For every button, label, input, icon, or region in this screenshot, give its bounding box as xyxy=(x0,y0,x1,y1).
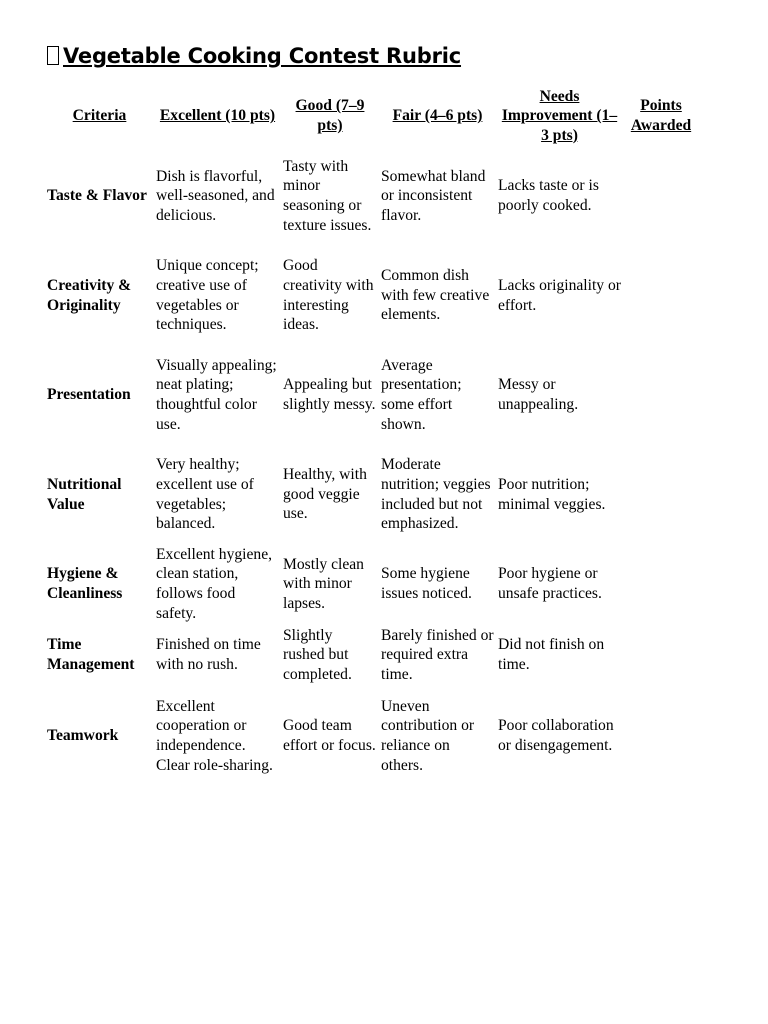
fair-cell: Some hygiene issues noticed. xyxy=(381,565,472,602)
excellent-cell: Very healthy; excellent use of vegetables; balanced. xyxy=(156,456,254,533)
header-good: Good (7–9 pts) xyxy=(295,97,365,134)
needs-improvement-cell: Poor collaboration or disengagement. xyxy=(498,717,614,754)
criteria-cell: Presentation xyxy=(47,386,131,404)
criteria-cell: Nutritional Value xyxy=(47,475,122,513)
points-awarded-cell xyxy=(623,345,699,445)
criteria-cell: Time Management xyxy=(47,636,135,673)
excellent-cell: Finished on time with no rush. xyxy=(156,636,261,673)
excellent-cell: Dish is flavorful, well-seasoned, and delicious. xyxy=(156,167,275,224)
criteria-cell: Teamwork xyxy=(47,727,119,745)
criteria-cell: Taste & Flavor xyxy=(47,187,147,205)
fair-cell: Common dish with few creative elements. xyxy=(381,267,490,324)
points-awarded-cell xyxy=(623,624,699,686)
good-cell: Healthy, with good veggie use. xyxy=(283,466,367,523)
good-cell: Appealing but slightly messy. xyxy=(283,376,376,413)
table-row xyxy=(45,686,699,786)
header-excellent: Excellent (10 pts) xyxy=(159,107,276,125)
table-row xyxy=(45,246,699,345)
page-title xyxy=(47,44,461,68)
table-row xyxy=(45,544,699,624)
fair-cell: Moderate nutrition; veggies included but not emphasized. xyxy=(381,456,491,533)
points-awarded-cell xyxy=(623,445,699,544)
needs-improvement-cell: Messy or unappealing. xyxy=(498,376,579,413)
points-awarded-cell xyxy=(623,544,699,624)
page-title-text: Vegetable Cooking Contest Rubric xyxy=(63,44,462,68)
good-cell: Tasty with minor seasoning or texture issues. xyxy=(283,157,372,234)
points-awarded-cell xyxy=(623,246,699,345)
rubric-table xyxy=(45,86,699,786)
excellent-cell: Unique concept; creative use of vegetables or techniques. xyxy=(156,257,259,334)
good-cell: Mostly clean with minor lapses. xyxy=(283,555,364,612)
fair-cell: Uneven contribution or reliance on others. xyxy=(381,697,475,774)
points-awarded-cell xyxy=(623,686,699,786)
table-row xyxy=(45,345,699,445)
header-needs-improvement: Needs Improvement (1–3 pts) xyxy=(501,87,618,144)
good-cell: Slightly rushed but completed. xyxy=(283,626,352,683)
header-criteria: Criteria xyxy=(72,107,127,125)
excellent-cell: Excellent cooperation or independence. Clear role-sharing. xyxy=(156,697,273,774)
header-fair: Fair (4–6 pts) xyxy=(392,107,483,125)
needs-improvement-cell: Lacks originality or effort. xyxy=(498,276,621,314)
missing-glyph-icon xyxy=(47,46,59,65)
needs-improvement-cell: Poor nutrition; minimal veggies. xyxy=(498,475,606,513)
header-row xyxy=(45,86,699,146)
excellent-cell: Visually appealing; neat plating; thoughtful color use. xyxy=(156,356,277,433)
good-cell: Good creativity with interesting ideas. xyxy=(283,257,374,334)
points-awarded-cell xyxy=(623,146,699,246)
header-points-awarded: Points Awarded xyxy=(630,97,692,134)
criteria-cell: Creativity & Originality xyxy=(47,276,132,314)
table-row xyxy=(45,445,699,544)
fair-cell: Average presentation; some effort shown. xyxy=(381,356,462,433)
needs-improvement-cell: Did not finish on time. xyxy=(498,636,605,673)
table-row xyxy=(45,146,699,246)
excellent-cell: Excellent hygiene, clean station, follows food safety. xyxy=(156,545,273,622)
fair-cell: Barely finished or required extra time. xyxy=(381,626,494,683)
fair-cell: Somewhat bland or inconsistent flavor. xyxy=(381,167,486,224)
good-cell: Good team effort or focus. xyxy=(283,717,376,754)
table-row xyxy=(45,624,699,686)
needs-improvement-cell: Lacks taste or is poorly cooked. xyxy=(498,177,599,214)
criteria-cell: Hygiene & Cleanliness xyxy=(47,565,123,602)
needs-improvement-cell: Poor hygiene or unsafe practices. xyxy=(498,565,602,602)
